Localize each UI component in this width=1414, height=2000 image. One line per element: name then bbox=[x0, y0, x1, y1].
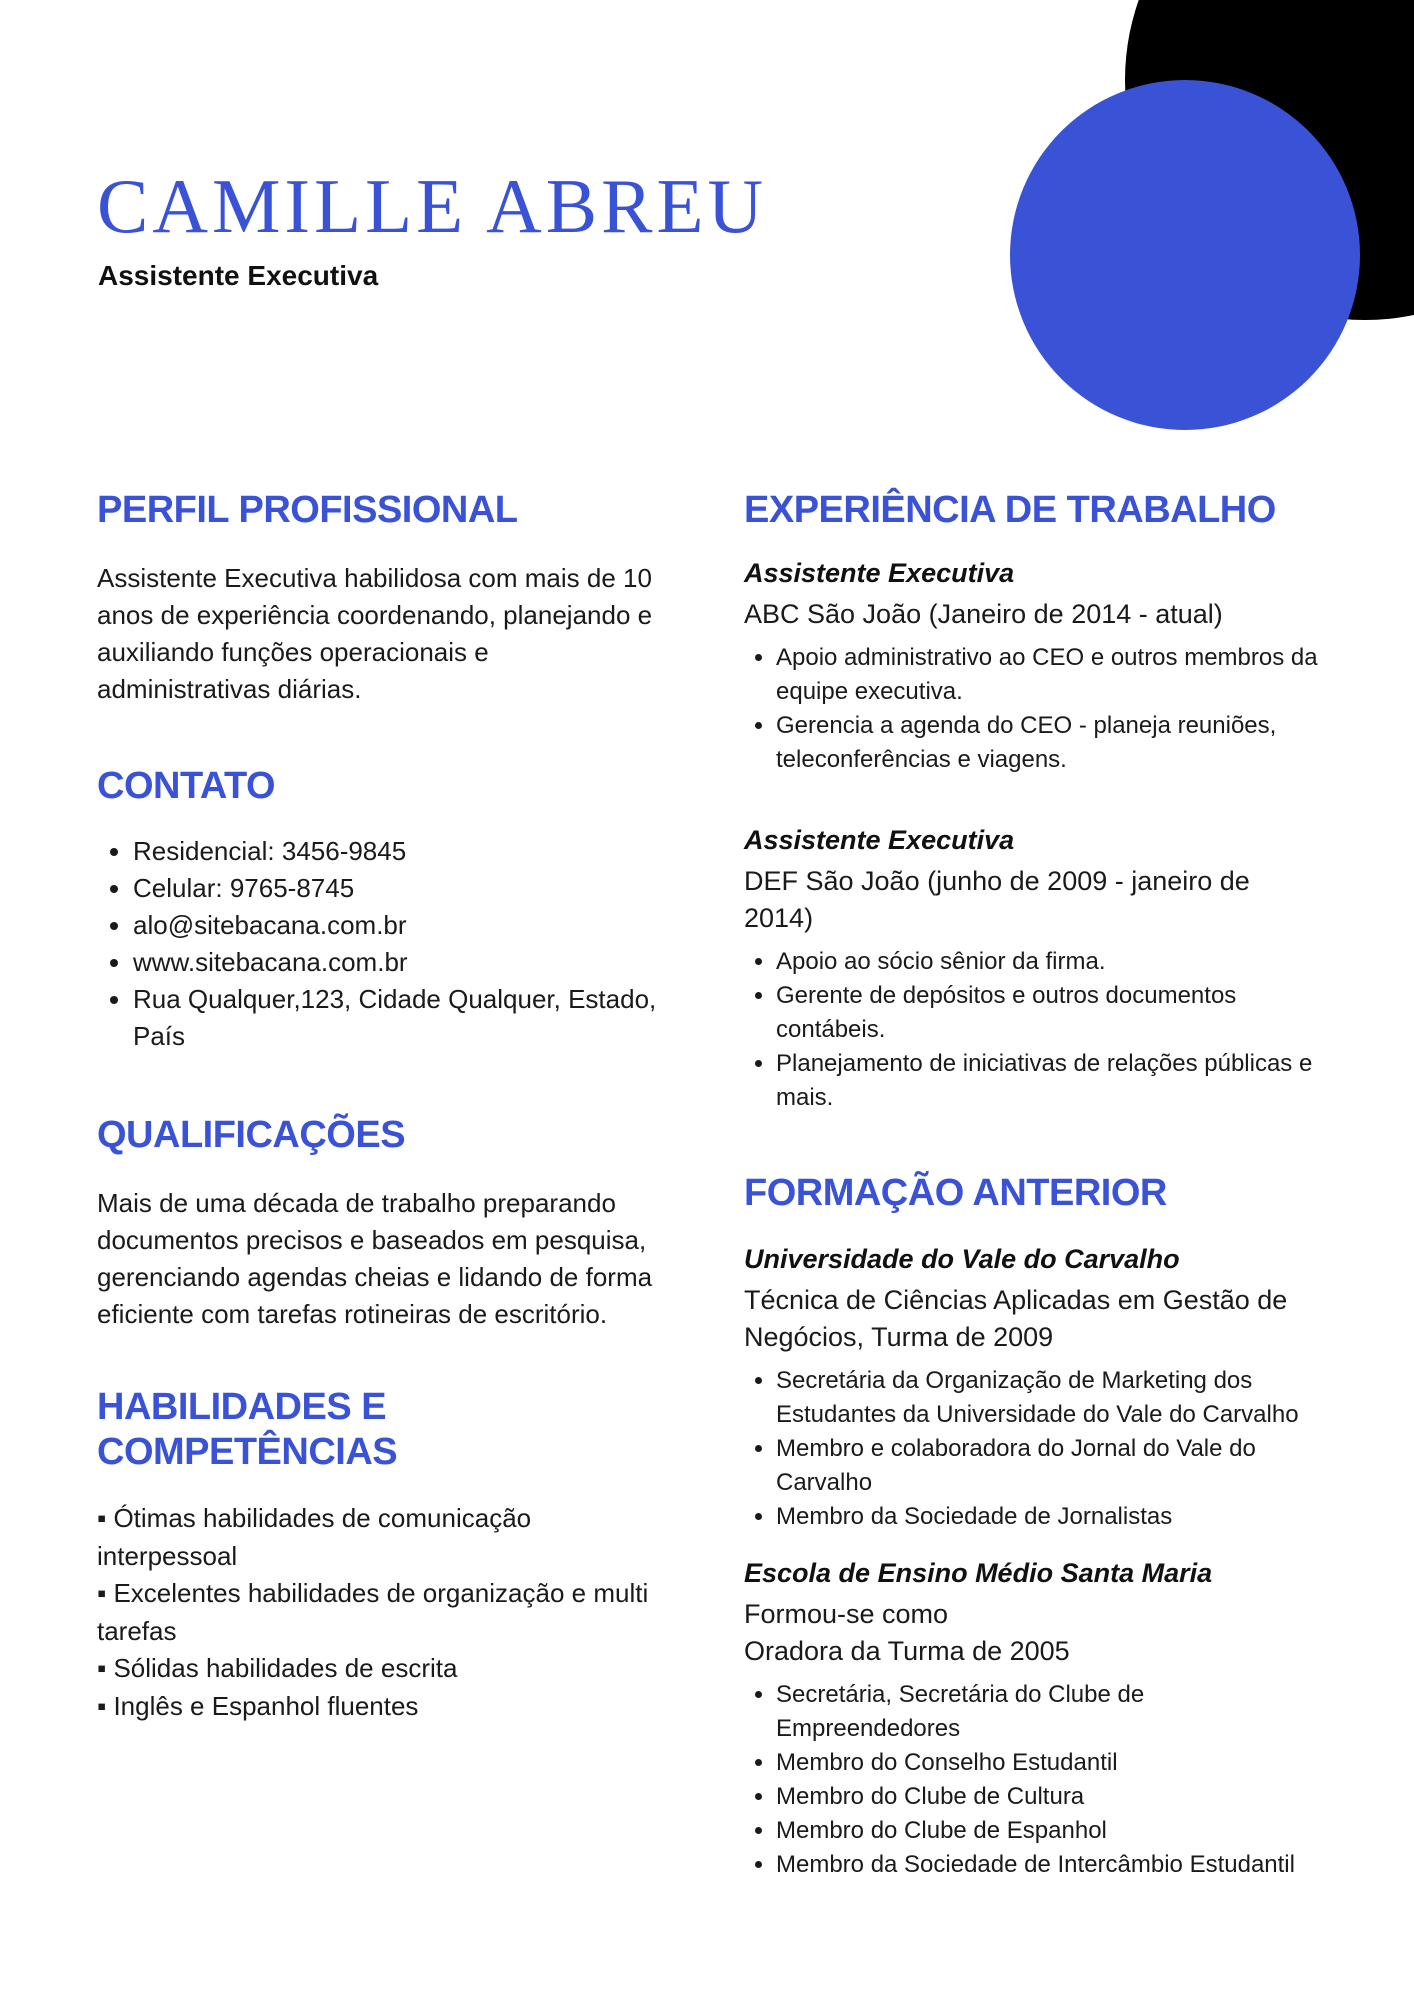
right-column bbox=[744, 488, 1324, 1882]
school-activity: • Membro da Sociedade de Jornalistas bbox=[776, 1500, 1324, 1534]
school-activity: • Membro da Sociedade de Intercâmbio Estudantil bbox=[776, 1848, 1324, 1882]
left-column bbox=[97, 488, 657, 1725]
job-company: ABC São João (Janeiro de 2014 - atual) bbox=[744, 599, 1223, 630]
school-activity: • Secretária da Organização de Marketing dos Estudantes da Universidade do Vale do Carvalho bbox=[776, 1364, 1324, 1432]
skill-item: ▪ Ótimas habilidades de comunicação interpessoal bbox=[97, 1503, 532, 1571]
qualifications-heading: QUALIFICAÇÕES bbox=[97, 1113, 406, 1156]
skills-section bbox=[97, 1385, 657, 1725]
education-section bbox=[744, 1171, 1324, 1881]
contact-mobile-phone: • Celular: 9765-8745 bbox=[133, 870, 657, 907]
job-duty: • Gerencia a agenda do CEO - planeja reuniões, teleconferências e viagens. bbox=[776, 709, 1324, 777]
job-title: Assistente Executiva bbox=[744, 558, 1015, 589]
job-duty: • Apoio administrativo ao CEO e outros membros da equipe executiva. bbox=[776, 641, 1324, 709]
contact-website: • www.sitebacana.com.br bbox=[133, 944, 657, 981]
skills-heading: HABILIDADES E COMPETÊNCIAS bbox=[97, 1386, 398, 1473]
school-activity: • Secretária, Secretária do Clube de Empreendedores bbox=[776, 1678, 1324, 1746]
contact-address: • Rua Qualquer,123, Cidade Qualquer, Estado, País bbox=[133, 981, 657, 1055]
job-entry bbox=[744, 554, 1324, 777]
school-activity: • Membro do Conselho Estudantil bbox=[776, 1746, 1324, 1780]
school-entry bbox=[744, 1554, 1324, 1882]
qualifications-section bbox=[97, 1113, 657, 1333]
school-detail: Técnica de Ciências Aplicadas em Gestão de Negócios, Turma de 2009 bbox=[744, 1284, 1288, 1352]
profile-heading: PERFIL PROFISSIONAL bbox=[97, 489, 518, 531]
skill-item: ▪ Sólidas habilidades de escrita bbox=[97, 1653, 458, 1684]
experience-heading: EXPERIÊNCIA DE TRABALHO bbox=[744, 489, 1276, 531]
contact-section bbox=[97, 764, 657, 1054]
contact-heading: CONTATO bbox=[97, 765, 276, 808]
job-entry bbox=[744, 821, 1324, 1115]
skill-item: ▪ Excelentes habilidades de organização e multi tarefas bbox=[97, 1578, 649, 1646]
job-duties bbox=[744, 641, 1324, 777]
contact-email: • alo@sitebacana.com.br bbox=[133, 907, 657, 944]
school-activities bbox=[744, 1678, 1324, 1882]
job-title: Assistente Executiva bbox=[744, 825, 1015, 856]
school-name: Universidade do Vale do Carvalho bbox=[744, 1243, 1180, 1274]
decorative-blue-circle bbox=[1010, 80, 1360, 430]
candidate-name: CAMILLE ABREU bbox=[97, 163, 768, 249]
job-duty: • Planejamento de iniciativas de relações públicas e mais. bbox=[776, 1047, 1324, 1115]
profile-section bbox=[97, 488, 657, 708]
contact-home-phone: • Residencial: 3456-9845 bbox=[133, 833, 657, 870]
school-entry bbox=[744, 1240, 1324, 1534]
job-duty: • Gerente de depósitos e outros documentos contábeis. bbox=[776, 979, 1324, 1047]
job-duties bbox=[744, 945, 1324, 1115]
skills-list bbox=[97, 1500, 657, 1725]
school-activity: • Membro do Clube de Cultura bbox=[776, 1780, 1324, 1814]
school-activities bbox=[744, 1364, 1324, 1534]
job-duty: • Apoio ao sócio sênior da firma. bbox=[776, 945, 1324, 979]
contact-list bbox=[97, 833, 657, 1055]
school-detail: Formou-se como Oradora da Turma de 2005 bbox=[744, 1598, 1070, 1666]
education-heading: FORMAÇÃO ANTERIOR bbox=[744, 1172, 1167, 1215]
experience-section bbox=[744, 488, 1324, 1115]
skill-item: ▪ Inglês e Espanhol fluentes bbox=[97, 1690, 419, 1721]
candidate-role: Assistente Executiva bbox=[98, 260, 379, 291]
school-activity: • Membro e colaboradora do Jornal do Vale do Carvalho bbox=[776, 1432, 1324, 1500]
school-name: Escola de Ensino Médio Santa Maria bbox=[744, 1557, 1213, 1588]
profile-text: Assistente Executiva habilidosa com mais de 10 anos de experiência coordenando, planejando e auxiliando funções operacionais e administrativas diárias. bbox=[97, 563, 653, 705]
qualifications-text: Mais de uma década de trabalho preparando documentos precisos e baseados em pesquisa, gerenciando agendas cheias e lidando de forma eficiente com tarefas rotineiras de escritório. bbox=[97, 1188, 653, 1330]
school-activity: • Membro do Clube de Espanhol bbox=[776, 1814, 1324, 1848]
job-company: DEF São João (junho de 2009 - janeiro de 2014) bbox=[744, 866, 1250, 934]
